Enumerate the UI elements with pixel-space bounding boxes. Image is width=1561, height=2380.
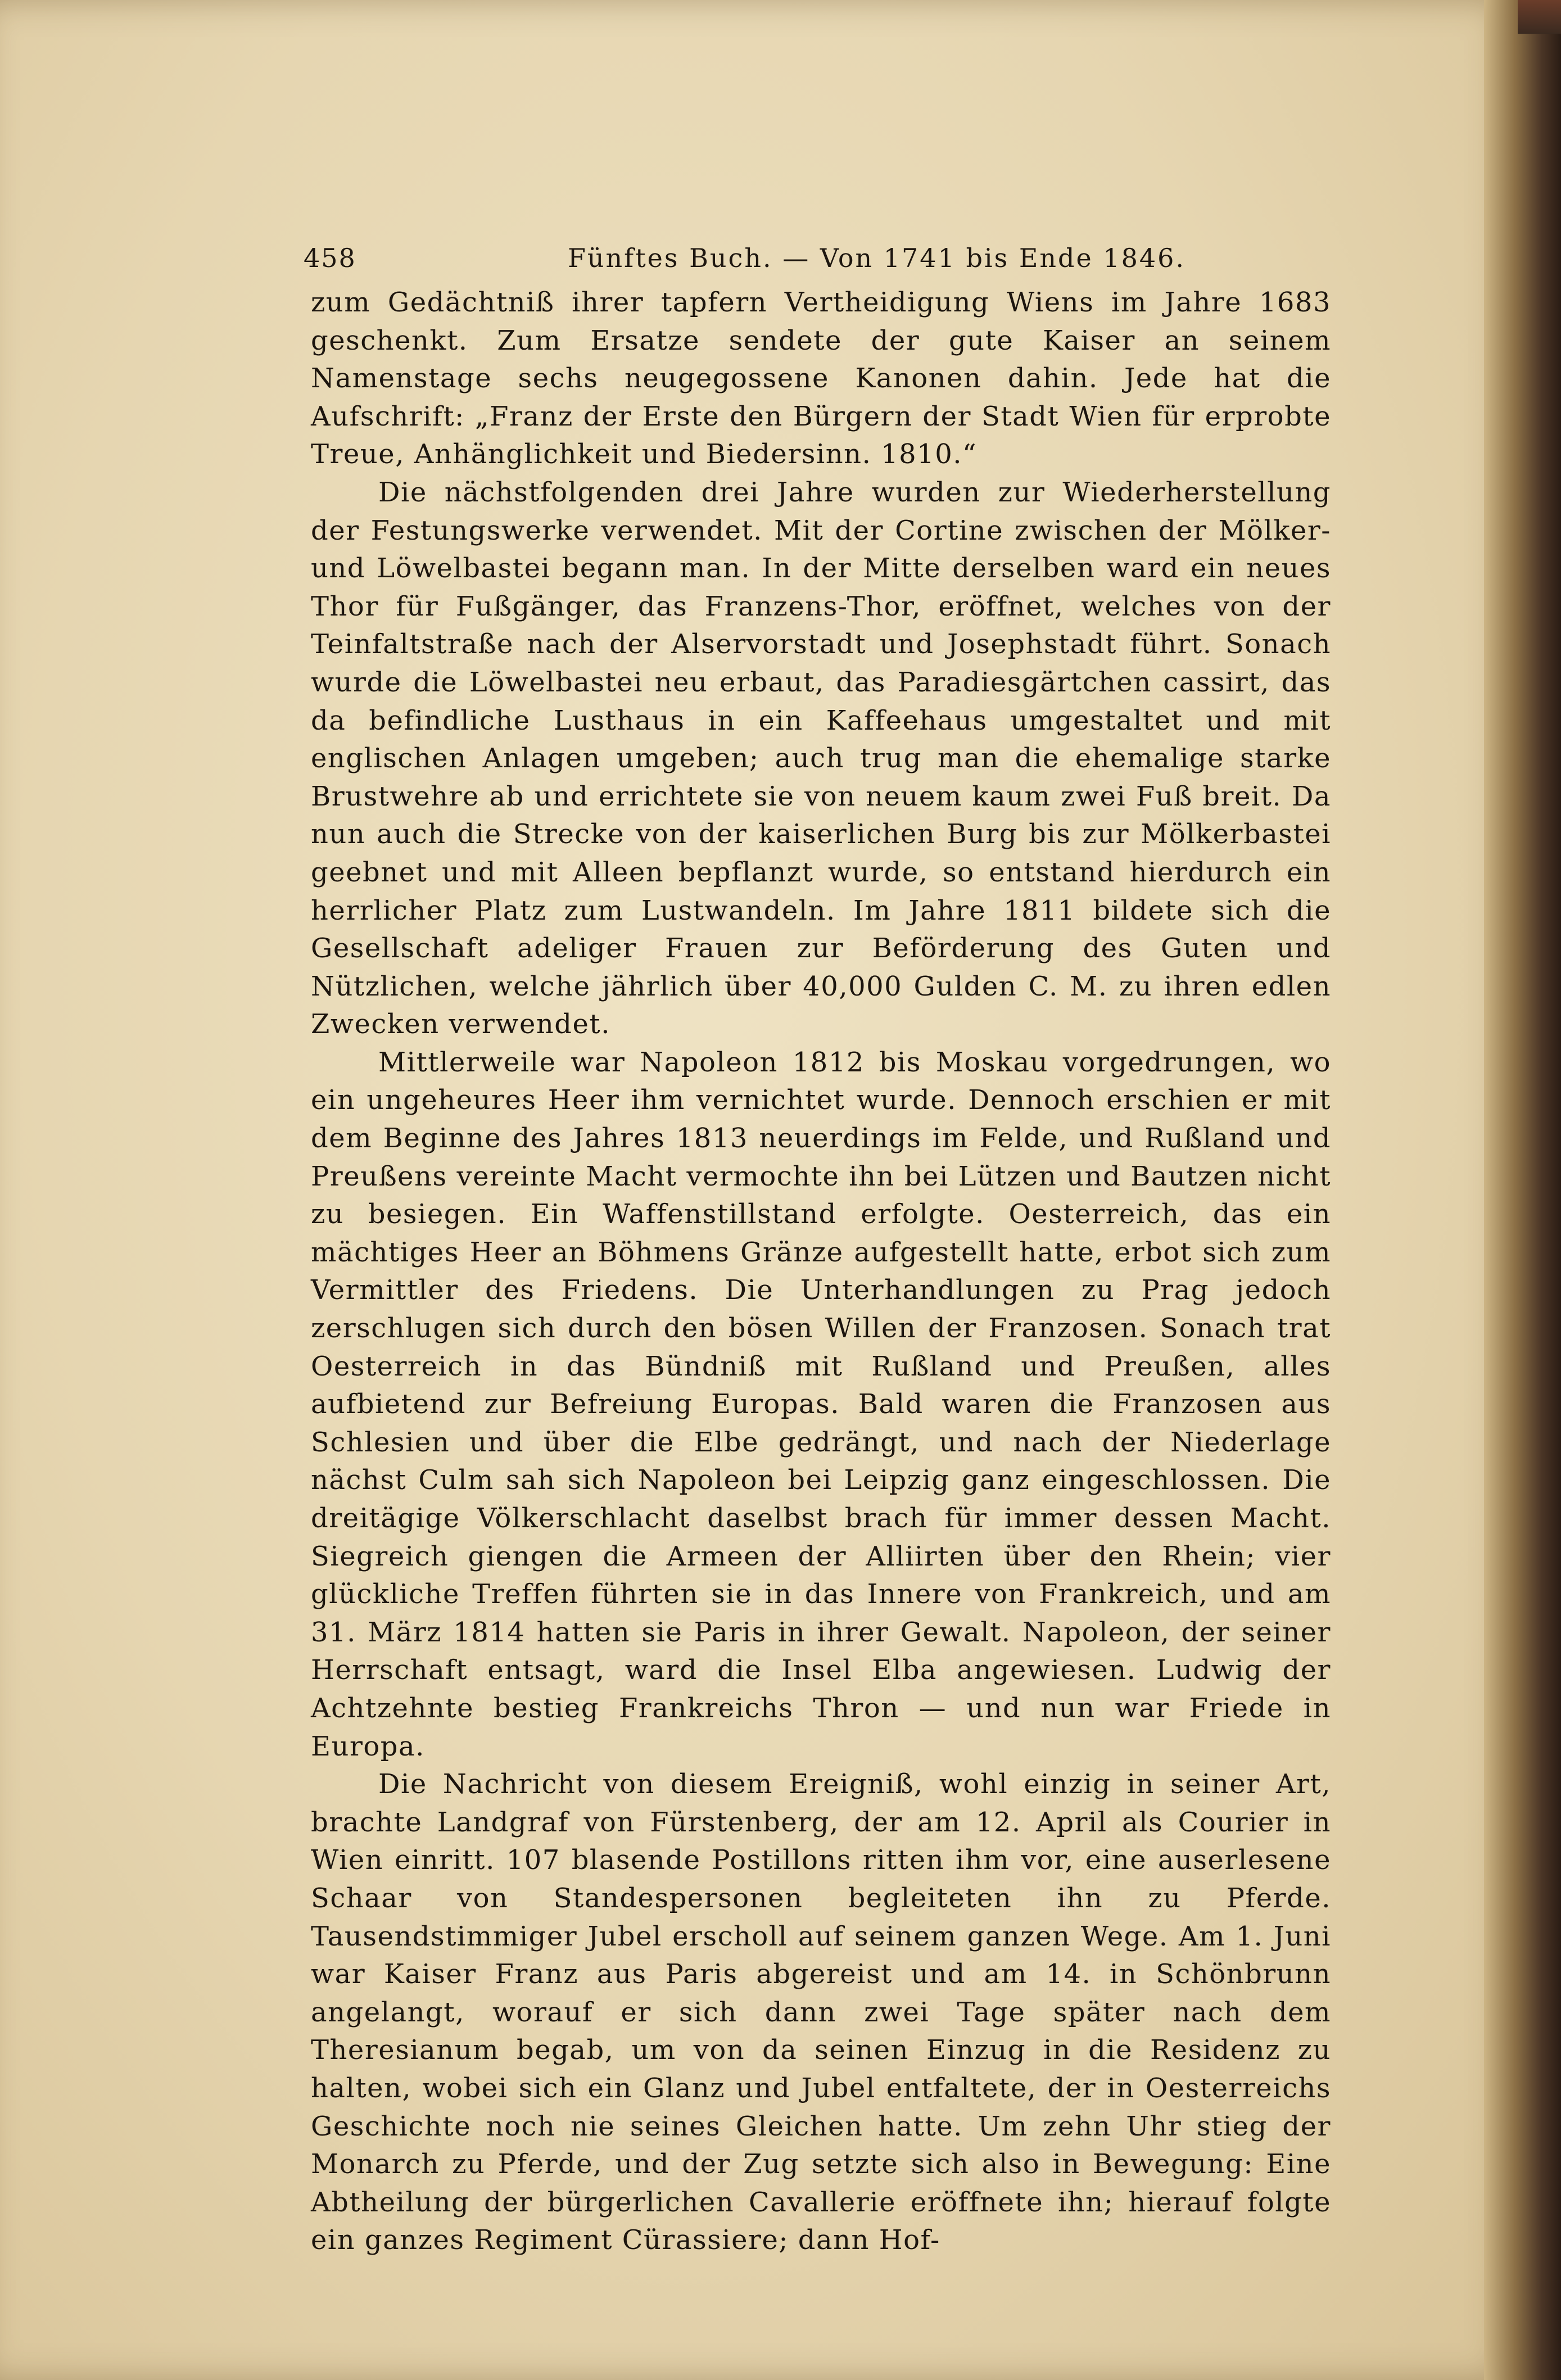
page-edge (1518, 0, 1561, 34)
paragraph-2: Die nächstfolgenden drei Jahre wurden zur Wiederherstellung der Festungswerke verwendet. Mit der Cortine zwischen der Mölker- und Löwelbastei begann man. In der Mitte derselben ward ein neues Thor für Fußgänger, das Franzens-Thor, eröffnet, welches von der Teinfaltstraße nach der Alservorstadt und Josephstadt führt. Sonach wurde die Löwelbastei neu erbaut, das Paradiesgärtchen cassirt, das da befindliche Lusthaus in ein Kaffeehaus umgestaltet und mit englischen Anlagen umgeben; auch trug man die ehemalige starke Brustwehre ab und errichtete sie von neuem kaum zwei Fuß breit. Da nun auch die Strecke von der kaiserlichen Burg bis zur Mölkerbastei geebnet und mit Alleen bepflanzt wurde, so entstand hierdurch ein herrlicher Platz zum Lustwandeln. Im Jahre 1811 bildete sich die Gesellschaft adeliger Frauen zur Beförderung des Guten und Nützlichen, welche jährlich über 40,000 Gulden C. M. zu ihren edlen Zwecken verwendet. (311, 476, 1331, 1040)
body-text (311, 284, 1331, 2260)
page-header (304, 243, 1338, 282)
paragraph-3: Mittlerweile war Napoleon 1812 bis Moskau vorgedrungen, wo ein ungeheures Heer ihm vernichtet wurde. Dennoch erschien er mit dem Beginne des Jahres 1813 neuerdings im Felde, und Rußland und Preußens vereinte Macht vermochte ihn bei Lützen und Bautzen nicht zu besiegen. Ein Waffenstillstand erfolgte. Oesterreich, das ein mächtiges Heer an Böhmens Gränze aufgestellt hatte, erbot sich zum Vermittler des Friedens. Die Unterhandlungen zu Prag jedoch zerschlugen sich durch den bösen Willen der Franzosen. Sonach trat Oesterreich in das Bündniß mit Rußland und Preußen, alles aufbietend zur Befreiung Europas. Bald waren die Franzosen aus Schlesien und über die Elbe gedrängt, und nach der Niederlage nächst Culm sah sich Napoleon bei Leipzig ganz eingeschlossen. Die dreitägige Völkerschlacht daselbst brach für immer dessen Macht. Siegreich giengen die Armeen der Alliirten über den Rhein; vier glückliche Treffen führten sie in das Innere von Frankreich, und am 31. März 1814 hatten sie Paris in ihrer Gewalt. Napoleon, der seiner Herrschaft entsagt, ward die Insel Elba angewiesen. Ludwig der Achtzehnte bestieg Frankreichs Thron — und nun war Friede in Europa. (311, 1046, 1331, 1762)
paragraph-1: zum Gedächtniß ihrer tapfern Vertheidigung Wiens im Jahre 1683 geschenkt. Zum Ersatze sendete der gute Kaiser an seinem Namenstage sechs neugegossene Kanonen dahin. Jede hat die Aufschrift: „Franz der Erste den Bürgern der Stadt Wien für erprobte Treue, Anhänglichkeit und Biedersinn. 1810.“ (311, 287, 1331, 470)
page-fold (1484, 0, 1561, 2380)
paragraph-4: Die Nachricht von diesem Ereigniß, wohl einzig in seiner Art, brachte Landgraf von Fürstenberg, der am 12. April als Courier in Wien einritt. 107 blasende Postillons ritten ihm vor, eine auserlesene Schaar von Standespersonen begleiteten ihn zu Pferde. Tausendstimmiger Jubel erscholl auf seinem ganzen Wege. Am 1. Juni war Kaiser Franz aus Paris abgereist und am 14. in Schönbrunn angelangt, worauf er sich dann zwei Tage später nach dem Theresianum begab, um von da seinen Einzug in die Residenz zu halten, wobei sich ein Glanz und Jubel entfaltete, der in Oesterreichs Geschichte noch nie seines Gleichen hatte. Um zehn Uhr stieg der Monarch zu Pferde, und der Zug setzte sich also in Bewegung: Eine Abtheilung der bürgerlichen Cavallerie eröffnete ihn; hierauf folgte ein ganzes Regiment Cürassiere; dann Hof- (311, 1768, 1331, 2256)
page-number: 458 (304, 243, 356, 273)
running-title: Fünftes Buch. — Von 1741 bis Ende 1846. (568, 243, 1186, 273)
